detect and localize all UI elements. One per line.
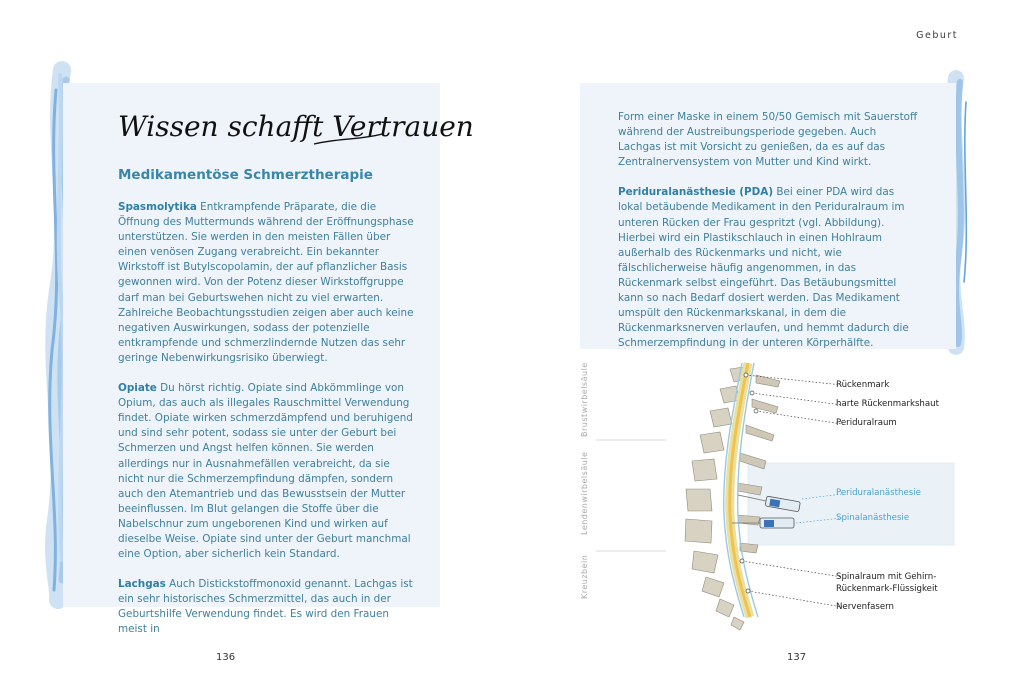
paragraph-opiate <box>118 381 418 562</box>
label-spinal-anesthesia: Spinalanästhesie <box>836 513 910 523</box>
paragraph-lachgas-continued <box>618 110 918 170</box>
paragraph-body: Entkrampfende Präparate, die die Öffnung des Muttermunds während der Eröffnungsphase unterstützen. Sie werden in den meisten Fällen über einen venösen Zugang verabreicht. Ein bekannter Wirkstoff ist Butylscopolamin, der auf pflanzlicher Basis gewonnen wird. Von der Potenz dieser Wirkstoffgruppe darf man bei Geburtswehen nicht zu viel erwarten. Zahlreiche Beobachtungsstudien zeigen aber auch keine negativen Auswirkungen, sodass der potenzielle entkrampfende und schmerzlindernde Nutzen das sehr geringe Nebenwirkungsrisiko überwiegt. <box>118 201 414 364</box>
running-head: Geburt <box>916 30 958 41</box>
page-number: 137 <box>787 652 807 663</box>
label-peridural-anesthesia: Periduralanästhesie <box>836 488 921 498</box>
paragraph-body: Form einer Maske in einem 50/50 Gemisch mit Sauerstoff während der Austreibungsperiode gegeben. Auch Lachgas ist mit Vorsicht zu genießen, da es auf das Zentralnervensystem von Mutter und Kind wirkt. <box>618 111 918 169</box>
paragraph-lachgas <box>118 577 418 637</box>
page-number: 136 <box>216 652 236 663</box>
paragraph-spasmolytika <box>118 200 418 366</box>
left-column-text <box>118 200 418 653</box>
region-label-thoracic: Brustwirbelsäule <box>580 362 589 437</box>
section-heading: Medikamentöse Schmerztherapie <box>118 167 373 183</box>
label-spinal-space-line2: Rückenmark-Flüssigkeit <box>836 584 938 594</box>
paragraph-body: Auch Distickstoffmonoxid genannt. Lachgas ist ein sehr historisches Schmerzmittel, das auch in der Geburtshilfe Verwendung findet. Es wird den Frauen meist in <box>118 578 413 636</box>
term: Opiate <box>118 382 157 395</box>
paragraph-pda <box>618 185 918 351</box>
svg-text:Wissen schafft Vertrauen: Wissen schafft Vertrauen <box>118 110 474 143</box>
label-dura-mater: harte Rückenmarkshaut <box>836 399 939 409</box>
term: Periduralanästhesie (PDA) <box>618 186 774 199</box>
paragraph-body: Du hörst richtig. Opiate sind Abkömmlinge von Opium, das auch als illegales Rauschmittel Verwendung findet. Opiate wirken schmerzdämpfend und beruhigend und sind sehr potent, sodass sie unter der Geburt bei Schmerzen und Angst helfen können. Sie werden allerdings nur in Ausnahmefällen verabreicht, da sie nicht nur die Schmerzempfindung dämpfen, sondern auch den Atemantrieb und das Bewusstsein der Mutter beeinflussen. Im Blut gelangen die Stoffe über die Nabelschnur zum ungeborenen Kind und wirken auf dieselbe Weise. Opiate sind unter der Geburt manchmal eine Option, aber sicherlich kein Standard. <box>118 382 413 561</box>
spine-figure <box>570 355 970 635</box>
label-peridural-space: Periduralraum <box>836 418 897 428</box>
paragraph-body: Bei einer PDA wird das lokal betäubende Medikament in den Periduralraum im unteren Rücken der Frau gespritzt (vgl. Abbildung). Hierbei wird ein Plastikschlauch in einen Hohlraum außerhalb des Rückenmarks und nicht, wie fälschlicherweise häufig angenommen, in das Rückenmark selbst eingeführt. Das Betäubungsmittel kann so nach Bedarf dosiert werden. Das Medikament umspült den Rückenmarkskanal, in dem die Rückenmarksnerven verlaufen, und hemmt dadurch die Schmerzempfindung in der unteren Körperhälfte. <box>618 186 909 350</box>
right-column-text <box>618 110 918 366</box>
right-page <box>510 0 1020 685</box>
region-label-sacrum: Kreuzbein <box>580 554 589 599</box>
handwritten-title <box>114 100 474 152</box>
term: Lachgas <box>118 578 166 591</box>
region-label-lumbar: Lendenwirbelsäule <box>580 451 589 535</box>
label-spinal-cord: Rückenmark <box>836 380 890 390</box>
label-spinal-space-line1: Spinalraum mit Gehirn- <box>836 572 937 582</box>
term: Spasmolytika <box>118 201 197 213</box>
label-nerve-fibers: Nervenfasern <box>836 602 894 612</box>
